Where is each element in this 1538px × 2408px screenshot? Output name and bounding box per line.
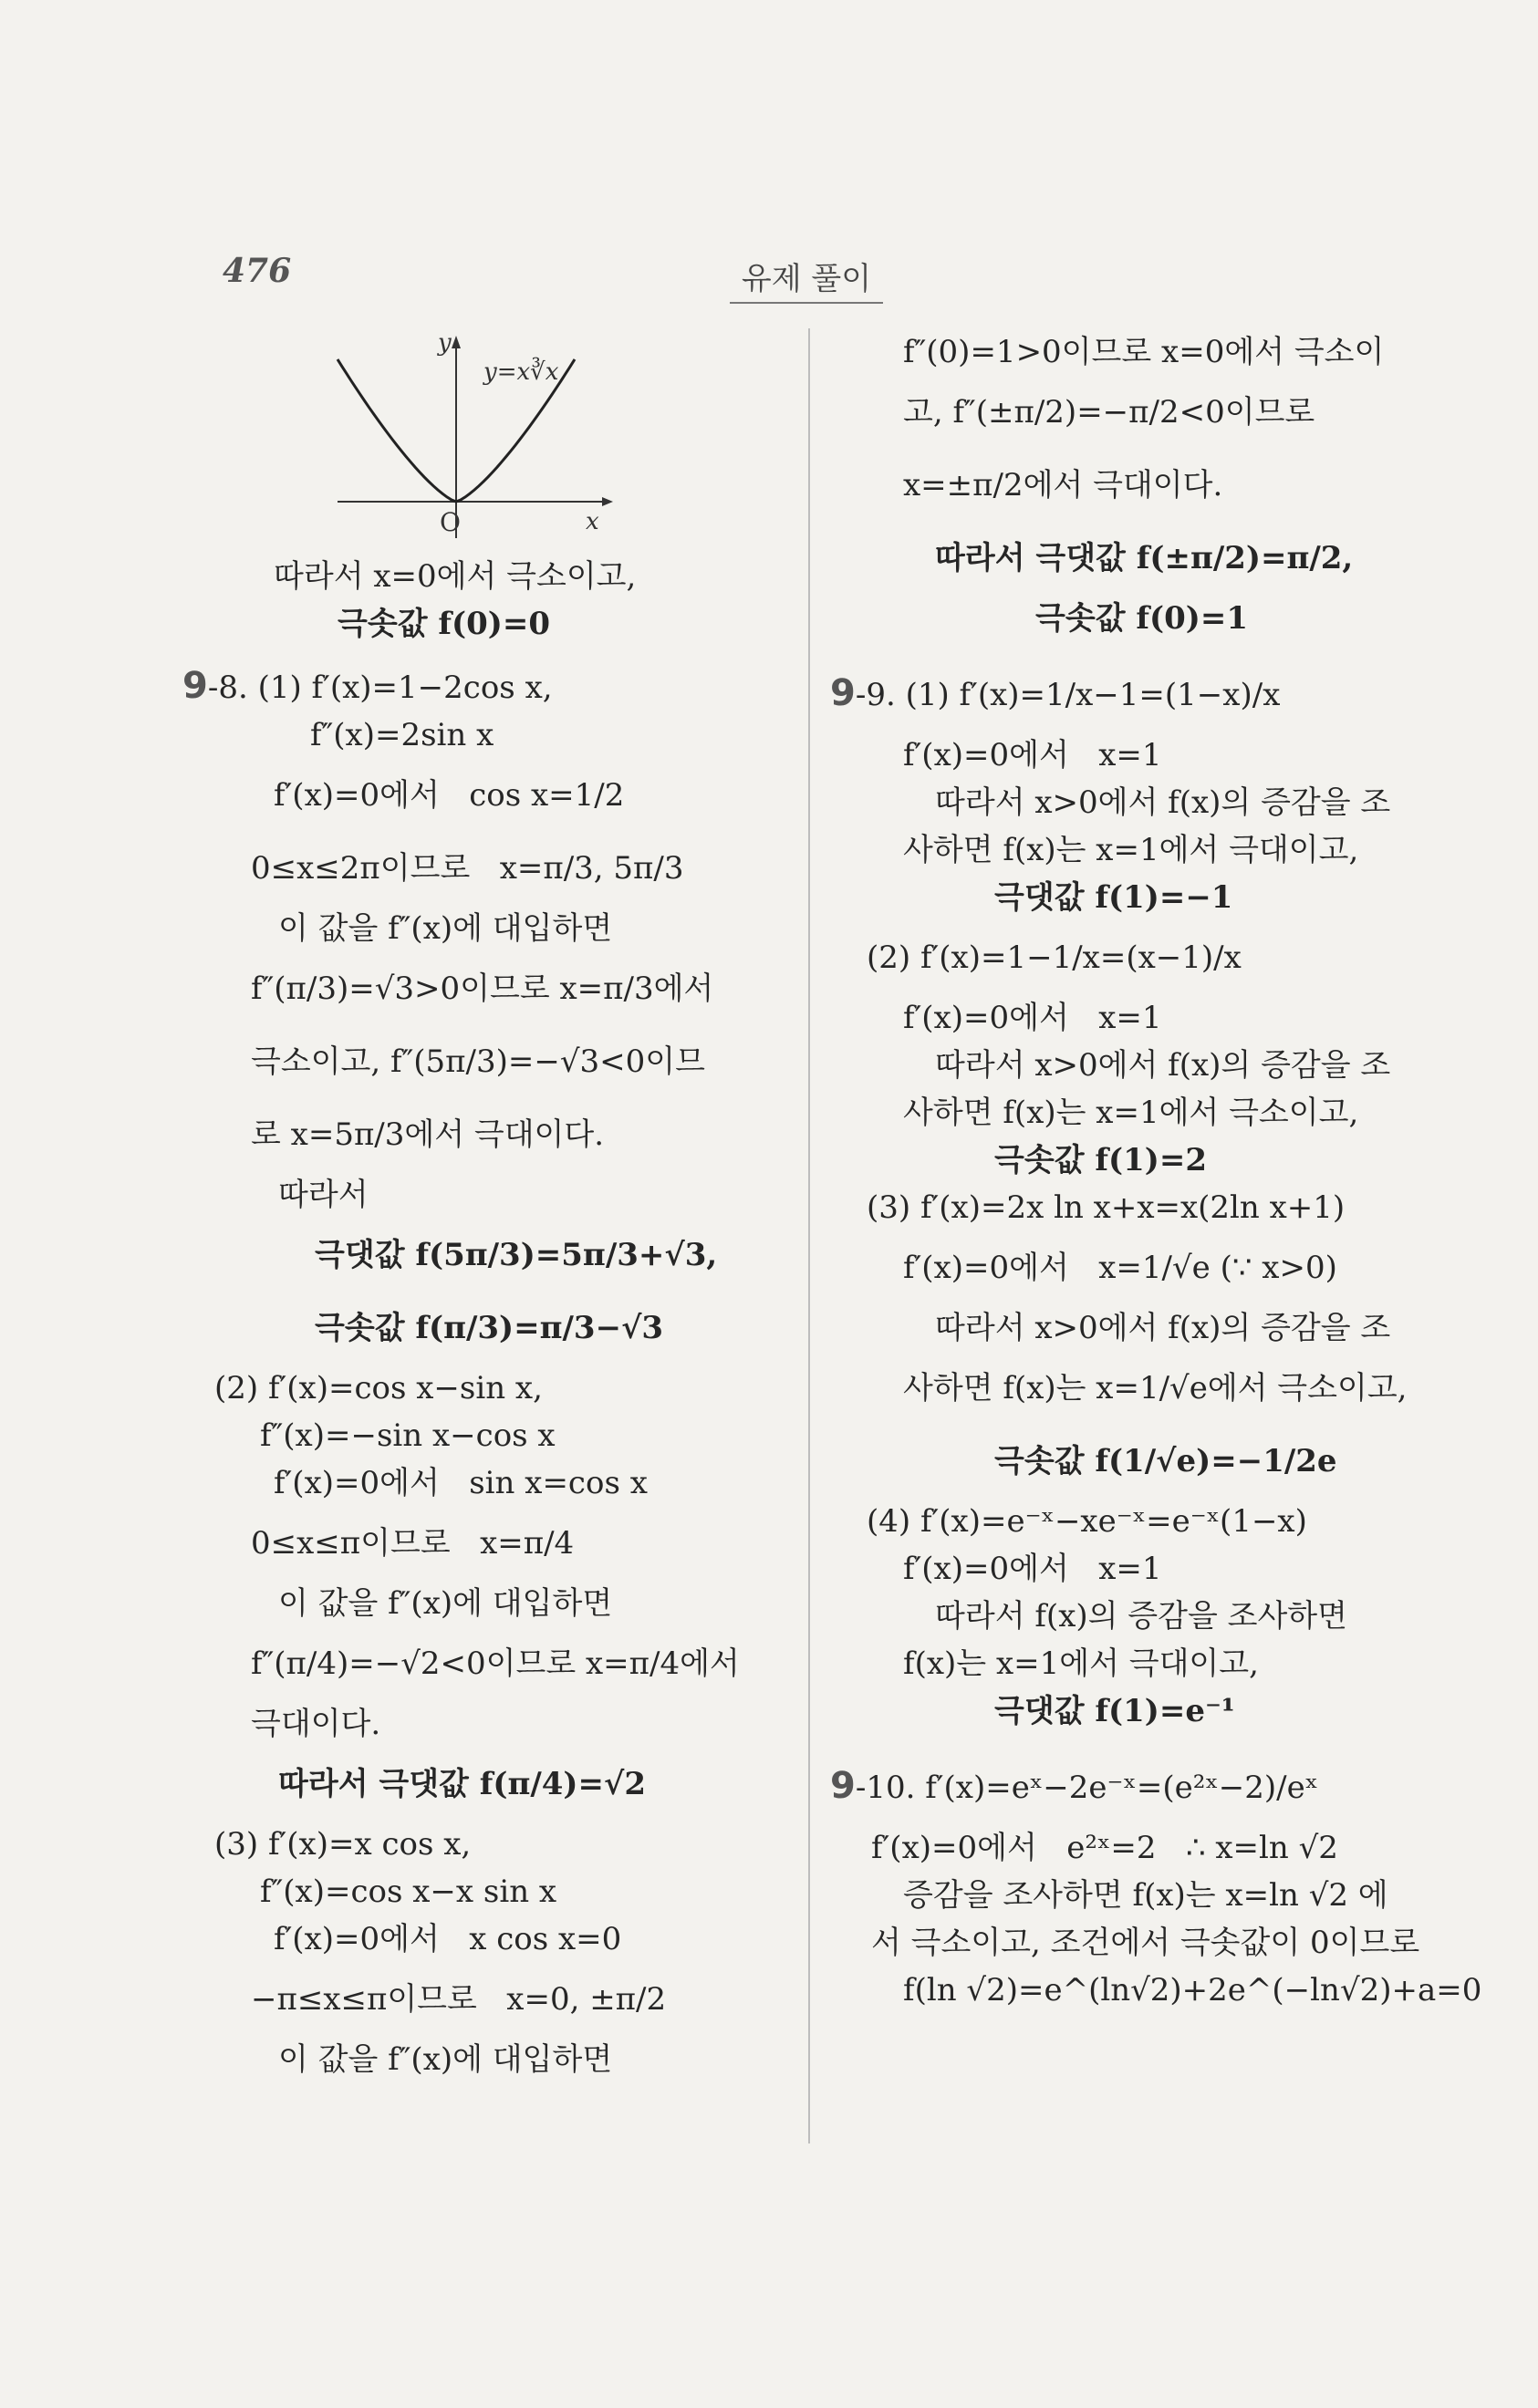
- right-column-line: [830, 1824, 1450, 1872]
- left-column-line: [182, 1915, 794, 1963]
- problem-number: 9: [830, 672, 856, 714]
- line-text: 극소이고, f″(5π/3)=−√3<0이므: [251, 1043, 705, 1080]
- right-column-line: [830, 1687, 1450, 1735]
- line-text: 사하면 f(x)는 x=1/√e에서 극소이고,: [903, 1370, 1408, 1406]
- right-column-line: [830, 1640, 1450, 1687]
- right-column-line: [830, 826, 1450, 874]
- right-column-line: [830, 1967, 1482, 2014]
- line-text: 로 x=5π/3에서 극대이다.: [251, 1116, 605, 1153]
- line-text: f′(x)=0에서 x=1/√e (∵ x>0): [903, 1250, 1337, 1286]
- right-column-line: [830, 994, 1450, 1042]
- line-text: -8. (1) f′(x)=1−2cos x,: [207, 669, 553, 706]
- line-text: 따라서 극댓값 f(±π/2)=π/2,: [935, 540, 1354, 576]
- line-text: 극솟값 f(π/3)=π/3−√3: [315, 1310, 664, 1346]
- y-axis-arrow: [452, 336, 461, 348]
- line-text: 이 값을 f″(x)에 대입하면: [278, 2041, 613, 2078]
- left-column-line: [182, 600, 794, 648]
- right-column-line: [830, 921, 1450, 994]
- left-column-line: [182, 2036, 794, 2083]
- graph-figure: [319, 328, 620, 547]
- running-title: 유제 풀이: [730, 254, 883, 304]
- left-column-line: [182, 1580, 794, 1627]
- curve-label: y=x∛x: [483, 358, 559, 386]
- left-column-line: [182, 1219, 794, 1292]
- line-text: 극솟값 f(1/√e)=−1/2e: [994, 1443, 1337, 1479]
- left-column-line: [182, 1459, 794, 1507]
- right-column-line: [830, 522, 1450, 595]
- line-text: f′(x)=0에서 cos x=1/2: [274, 777, 625, 814]
- left-column-line: [182, 1098, 794, 1171]
- right-column-line: [830, 328, 1450, 376]
- right-column-line: [830, 1352, 1450, 1425]
- line-text: 극솟값 f(1)=2: [994, 1142, 1207, 1178]
- origin-label: O: [440, 507, 461, 537]
- line-text: (4) f′(x)=e⁻ˣ−xe⁻ˣ=e⁻ˣ(1−x): [867, 1503, 1307, 1540]
- line-text: f″(0)=1>0이므로 x=0에서 극소이: [903, 334, 1385, 370]
- left-column-line: [182, 711, 794, 759]
- left-column-line: [182, 1963, 794, 2036]
- line-text: 극솟값 f(0)=1: [1035, 600, 1248, 637]
- right-column-line: [830, 595, 1450, 642]
- line-text: 극댓값 f(5π/3)=5π/3+√3,: [315, 1237, 718, 1273]
- line-text: 이 값을 f″(x)에 대입하면: [278, 910, 613, 947]
- left-column-line: [182, 1025, 794, 1098]
- line-text: 서 극소이고, 조건에서 극솟값이 0이므로: [871, 1925, 1420, 1961]
- line-text: 따라서 x>0에서 f(x)의 증감을 조: [935, 784, 1391, 821]
- right-column-line: [830, 1749, 1450, 1824]
- line-text: f′(x)=0에서 x=1: [903, 1551, 1162, 1587]
- line-text: 0≤x≤2π이므로 x=π/3, 5π/3: [251, 850, 684, 887]
- problem-number: 9: [182, 665, 208, 707]
- x-axis-label: x: [586, 508, 599, 535]
- left-column-line: [182, 952, 794, 1025]
- left-column-line: [182, 662, 794, 711]
- line-text: f′(x)=0에서 x=1: [903, 737, 1162, 773]
- right-column-line: [830, 1089, 1450, 1137]
- line-text: 따라서 극댓값 f(π/4)=√2: [278, 1766, 646, 1802]
- line-text: x=±π/2에서 극대이다.: [903, 467, 1223, 503]
- right-column-line: [830, 732, 1450, 779]
- right-column-line: [830, 657, 1450, 732]
- line-text: 0≤x≤π이므로 x=π/4: [251, 1525, 575, 1562]
- left-column-line: [182, 1700, 794, 1748]
- line-text: 증감을 조사하면 f(x)는 x=ln √2 에: [903, 1877, 1388, 1914]
- right-column-line: [830, 1872, 1450, 1919]
- right-column-line: [830, 1184, 1450, 1231]
- column-divider: [808, 328, 810, 2143]
- left-column-line: [182, 1292, 794, 1365]
- line-text: 이 값을 f″(x)에 대입하면: [278, 1585, 613, 1622]
- line-text: f′(x)=0에서 e²ˣ=2 ∴ x=ln √2: [871, 1830, 1338, 1866]
- right-column-line: [830, 1919, 1450, 1967]
- line-text: f″(π/3)=√3>0이므로 x=π/3에서: [251, 970, 714, 1007]
- line-text: 고, f″(±π/2)=−π/2<0이므로: [903, 394, 1315, 431]
- line-text: 극댓값 f(1)=e⁻¹: [994, 1693, 1235, 1729]
- line-text: (3) f′(x)=2x ln x+x=x(2ln x+1): [867, 1189, 1346, 1226]
- line-text: f′(x)=0에서 x cos x=0: [274, 1921, 622, 1957]
- right-column-line: [830, 1498, 1450, 1545]
- y-axis-label: y: [438, 329, 452, 357]
- right-column-line: [830, 1425, 1450, 1498]
- left-column-line: [182, 1627, 794, 1700]
- line-text: (3) f′(x)=x cos x,: [214, 1826, 472, 1863]
- left-column-line: [182, 1748, 794, 1821]
- line-text: f″(x)=−sin x−cos x: [260, 1417, 556, 1454]
- line-text: 사하면 f(x)는 x=1에서 극소이고,: [903, 1095, 1359, 1131]
- right-column-line: [830, 1042, 1450, 1089]
- right-column: [830, 328, 1482, 2014]
- left-column-line: [182, 1821, 794, 1868]
- right-column-line: [830, 1231, 1450, 1304]
- line-text: 극댓값 f(1)=−1: [994, 879, 1233, 916]
- left-column-line: [182, 1868, 794, 1915]
- problem-number: 9: [830, 1765, 856, 1807]
- line-text: f(ln √2)=e^(ln√2)+2e^(−ln√2)+a=0: [903, 1972, 1482, 2008]
- line-text: −π≤x≤π이므로 x=0, ±π/2: [251, 1981, 667, 2018]
- line-text: 따라서: [278, 1177, 369, 1213]
- right-column-line: [830, 779, 1450, 826]
- left-column-line: [182, 1365, 794, 1412]
- line-text: (2) f′(x)=1−1/x=(x−1)/x: [867, 939, 1242, 976]
- left-column-line: [182, 1507, 794, 1580]
- left-column-line: [182, 905, 794, 952]
- right-column-line: [830, 874, 1450, 921]
- line-text: f″(π/4)=−√2<0이므로 x=π/4에서: [251, 1645, 740, 1682]
- left-column-line: [182, 1171, 794, 1219]
- line-text: 사하면 f(x)는 x=1에서 극대이고,: [903, 832, 1359, 868]
- right-column-lines: [830, 328, 1482, 2014]
- x-axis-arrow: [602, 497, 613, 506]
- right-column-line: [830, 449, 1450, 522]
- right-column-line: [830, 1304, 1450, 1352]
- page-number: 476: [223, 252, 292, 290]
- line-text: 따라서 f(x)의 증감을 조사하면: [935, 1598, 1347, 1635]
- line-text: 극대이다.: [251, 1706, 381, 1742]
- line-text: f′(x)=0에서 sin x=cos x: [274, 1465, 648, 1501]
- line-text: 따라서 x=0에서 극소이고,: [274, 558, 637, 595]
- line-text: -10. f′(x)=eˣ−2e⁻ˣ=(e²ˣ−2)/eˣ: [855, 1770, 1319, 1806]
- left-column: [182, 328, 794, 2083]
- right-column-line: [830, 1545, 1450, 1593]
- line-text: f″(x)=cos x−x sin x: [260, 1873, 557, 1910]
- line-text: f′(x)=0에서 x=1: [903, 1000, 1162, 1036]
- right-column-line: [830, 376, 1450, 449]
- left-column-line: [182, 759, 794, 832]
- left-column-line: [182, 1412, 794, 1459]
- left-column-lines: [182, 553, 794, 2083]
- line-text: 따라서 x>0에서 f(x)의 증감을 조: [935, 1047, 1391, 1084]
- line-text: f(x)는 x=1에서 극대이고,: [903, 1645, 1259, 1682]
- left-column-line: [182, 832, 794, 905]
- line-text: 따라서 x>0에서 f(x)의 증감을 조: [935, 1310, 1391, 1346]
- line-text: 극솟값 f(0)=0: [338, 606, 550, 642]
- line-text: -9. (1) f′(x)=1/x−1=(1−x)/x: [855, 677, 1281, 713]
- line-text: (2) f′(x)=cos x−sin x,: [214, 1370, 543, 1406]
- right-column-line: [830, 1137, 1450, 1184]
- right-column-line: [830, 1593, 1450, 1640]
- line-text: f″(x)=2sin x: [310, 717, 494, 753]
- left-column-line: [182, 553, 794, 600]
